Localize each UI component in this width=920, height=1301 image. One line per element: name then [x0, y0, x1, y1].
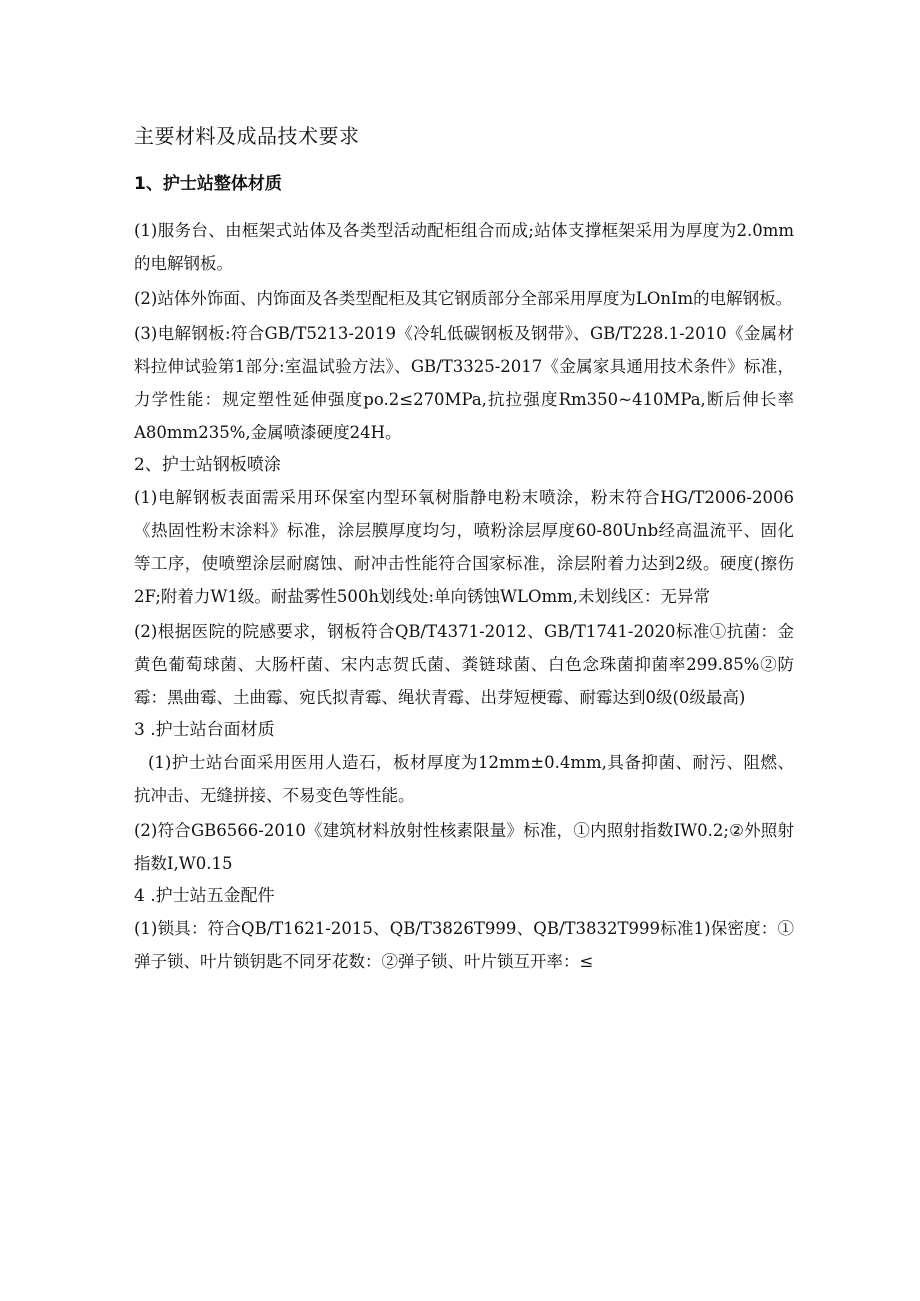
section-4-paragraph-1: (1)锁具：符合QB/T1621-2015、QB/T3826T999、QB/T3832T999标准1)保密度：①弹子锁、叶片锁钥匙不同牙花数：②弹子锁、叶片锁互开率：≤ — [134, 919, 794, 971]
section-3-heading: 3 .护士站台面材质 — [134, 720, 275, 740]
section-1-paragraph-3: (3)电解钢板:符合GB/T5213-2019《冷轧低碳钢板及钢带》、GB/T228.1-2010《金属材料拉伸试验第1部分:室温试验方法》、GB/T3325-2017《金属家具通用技术条件》标准，力学性能：规定塑性延伸强度po.2≤270MPa,抗拉强度Rm350~410MPa,断后伸长率A80mm235%,金属喷漆硬度24H。 — [134, 324, 794, 442]
section-1-paragraph-2: (2)站体外饰面、内饰面及各类型配柜及其它钢质部分全部采用厚度为LOnIm的电解钢板。 — [134, 289, 793, 308]
section-4-heading: 4 .护士站五金配件 — [134, 886, 275, 906]
section-1-heading: 1、护士站整体材质 — [134, 174, 282, 194]
document-title: 主要材料及成品技术要求 — [134, 124, 360, 148]
section-1-paragraph-1: (1)服务台、由框架式站体及各类型活动配柜组合而成;站体支撑框架采用为厚度为2.0mm的电解钢板。 — [134, 221, 794, 273]
section-2-heading: 2、护士站钢板喷涂 — [134, 455, 281, 475]
section-2-paragraph-1: (1)电解钢板表面需采用环保室内型环氧树脂静电粉末喷涂，粉末符合HG/T2006-2006《热固性粉末涂料》标准，涂层膜厚度均匀，喷粉涂层厚度60-80Unb经高温流平、固化等工序，使喷塑涂层耐腐蚀、耐冲击性能符合国家标准，涂层附着力达到2级。硬度(擦伤2F;附着力W1级。耐盐雾性500h划线处:单向锈蚀WLOmm,未划线区：无异常 — [134, 488, 794, 606]
section-3-paragraph-1: (1)护士站台面采用医用人造石，板材厚度为12mm±0.4mm,具备抑菌、耐污、阻燃、抗冲击、无缝拼接、不易变色等性能。 — [134, 753, 794, 805]
section-3-paragraph-2: (2)符合GB6566-2010《建筑材料放射性核素限量》标准，①内照射指数IW0.2;②外照射指数I,W0.15 — [134, 821, 794, 873]
document-body — [134, 118, 794, 978]
section-2-paragraph-2: (2)根据医院的院感要求，钢板符合QB/T4371-2012、GB/T1741-2020标准①抗菌：金黄色葡萄球菌、大肠杆菌、宋内志贺氏菌、粪链球菌、白色念珠菌抑菌率299.85%②防霉：黑曲霉、土曲霉、宛氏拟青霉、绳状青霉、出芽短梗霉、耐霉达到0级(0级最高) — [134, 622, 794, 707]
